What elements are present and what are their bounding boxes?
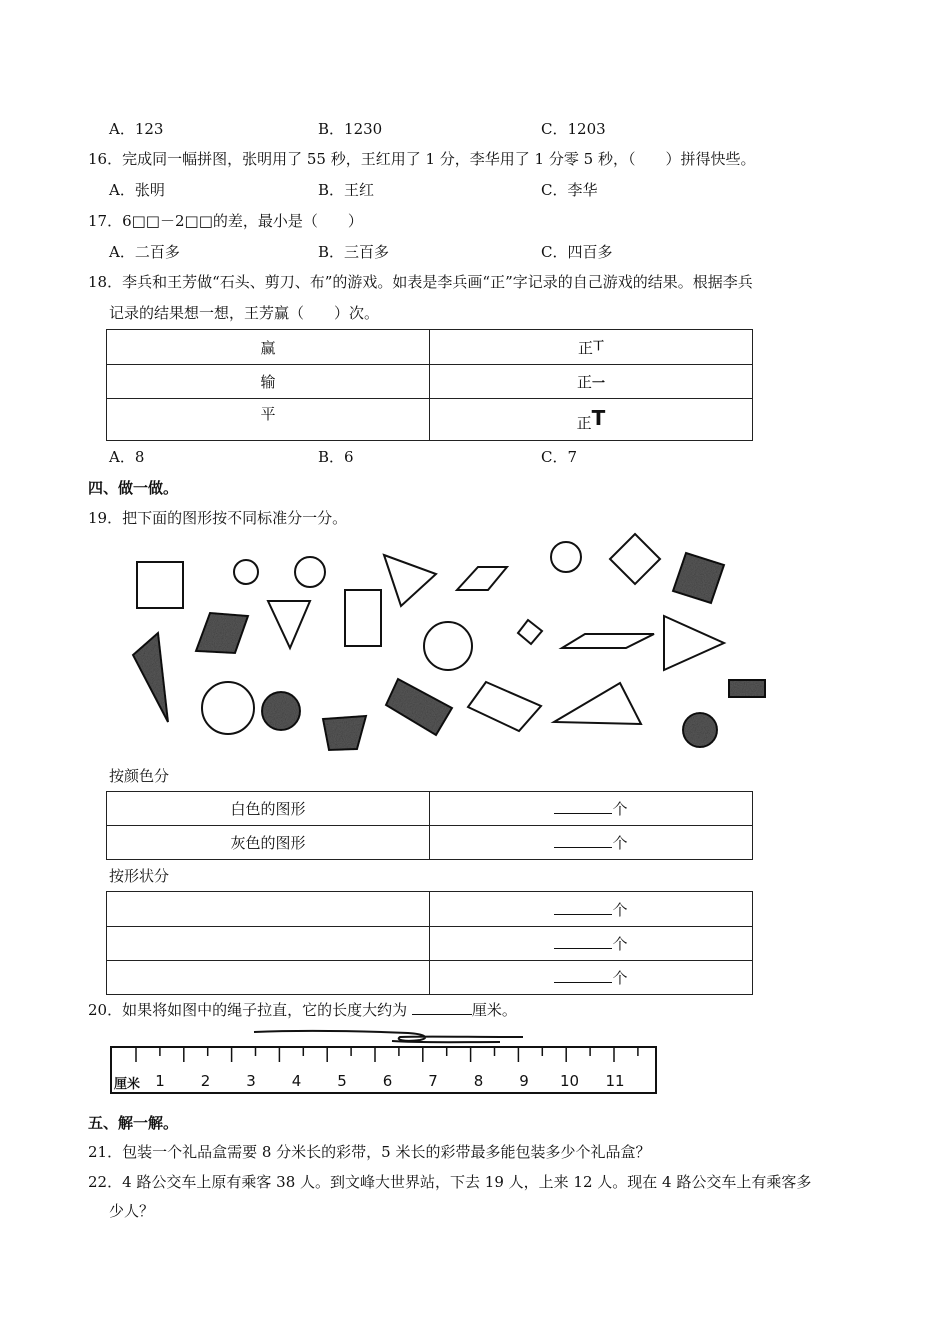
ruler-number: 5 bbox=[337, 1072, 347, 1090]
ruler-number: 7 bbox=[428, 1072, 438, 1090]
tally-label-win: 赢 bbox=[107, 330, 430, 365]
q18-text-line2: 记录的结果想一想，王芳赢（ ）次。 bbox=[109, 304, 380, 322]
unit-text: 个 bbox=[612, 800, 628, 818]
q18-text-line1: 18．李兵和王芳做“石头、剪刀、布”的游戏。如表是李兵画“正”字记录的自己游戏的结果。根据李兵 bbox=[88, 273, 753, 291]
tally-extra-draw: T bbox=[591, 406, 606, 430]
section4-title: 四、做一做。 bbox=[88, 479, 179, 497]
q20-text-after: 厘米。 bbox=[471, 1001, 517, 1019]
q17-option-c: C．四百多 bbox=[541, 243, 613, 261]
tally-zheng: 正 bbox=[577, 338, 593, 357]
ruler-number: 11 bbox=[605, 1072, 625, 1090]
by-color-label: 按颜色分 bbox=[109, 767, 170, 785]
ruler-number: 10 bbox=[559, 1072, 580, 1090]
color-row-label: 白色的图形 bbox=[107, 792, 430, 826]
q15-option-a: A．123 bbox=[109, 120, 164, 138]
q15-option-c: C．1203 bbox=[541, 120, 606, 138]
section5-title: 五、解一解。 bbox=[88, 1114, 179, 1132]
ruler-ticks bbox=[136, 1048, 638, 1062]
q22-text-line1: 22．4 路公交车上原有乘客 38 人。到文峰大世界站，下去 19 人，上来 12 人。现在 4 路公交车上有乘客多 bbox=[88, 1173, 812, 1191]
ruler-number: 8 bbox=[473, 1072, 484, 1090]
q17-option-a: A．二百多 bbox=[109, 243, 180, 261]
q20-text-before: 20．如果将如图中的绳子拉直，它的长度大约为 bbox=[88, 1001, 412, 1019]
q16-text: 16．完成同一幅拼图，张明用了 55 秒，王红用了 1 分，李华用了 1 分零 5 秒，（ ）拼得快些。 bbox=[88, 150, 756, 168]
unit-text: 个 bbox=[612, 969, 628, 987]
q18-option-b: B．6 bbox=[318, 448, 354, 466]
q22-text-line2: 少人？ bbox=[109, 1202, 155, 1220]
q16-option-c: C．李华 bbox=[541, 181, 598, 199]
by-shape-label: 按形状分 bbox=[109, 867, 170, 885]
unit-text: 个 bbox=[612, 935, 628, 953]
ruler-number: 6 bbox=[382, 1072, 393, 1090]
ruler-unit-label: 厘米 bbox=[114, 1077, 141, 1092]
q18-option-a: A．8 bbox=[109, 448, 145, 466]
tally-label-draw: 平 bbox=[107, 399, 430, 441]
tally-extra-lose: 一 bbox=[592, 376, 606, 391]
color-row-label: 灰色的图形 bbox=[107, 826, 430, 860]
ruler-labels bbox=[113, 1072, 625, 1092]
ruler-number: 3 bbox=[246, 1072, 256, 1090]
tally-zheng: 正 bbox=[576, 414, 592, 432]
q17-text: 17．6□□－2□□的差，最小是（ ） bbox=[88, 212, 363, 230]
ruler-number: 1 bbox=[155, 1072, 165, 1090]
unit-text: 个 bbox=[612, 834, 628, 852]
tally-zheng: 正 bbox=[576, 373, 592, 391]
ruler-number: 4 bbox=[291, 1072, 302, 1090]
q21-text: 21．包装一个礼品盒需要 8 分米长的彩带，5 米长的彩带最多能包装多少个礼品盒？ bbox=[88, 1143, 651, 1161]
q17-option-b: B．三百多 bbox=[318, 243, 390, 261]
q18-option-c: C．7 bbox=[541, 448, 578, 466]
tally-extra-win: 丅 bbox=[593, 338, 604, 352]
q16-option-a: A．张明 bbox=[109, 181, 165, 199]
q16-option-b: B．王红 bbox=[318, 181, 375, 199]
q19-text: 19．把下面的图形按不同标准分一分。 bbox=[88, 509, 348, 527]
ruler-number: 9 bbox=[519, 1072, 529, 1090]
ruler-number: 2 bbox=[200, 1072, 211, 1090]
unit-text: 个 bbox=[612, 900, 628, 919]
rope bbox=[254, 1031, 523, 1042]
q15-option-b: B．1230 bbox=[318, 120, 383, 138]
tally-label-lose: 输 bbox=[107, 365, 430, 399]
